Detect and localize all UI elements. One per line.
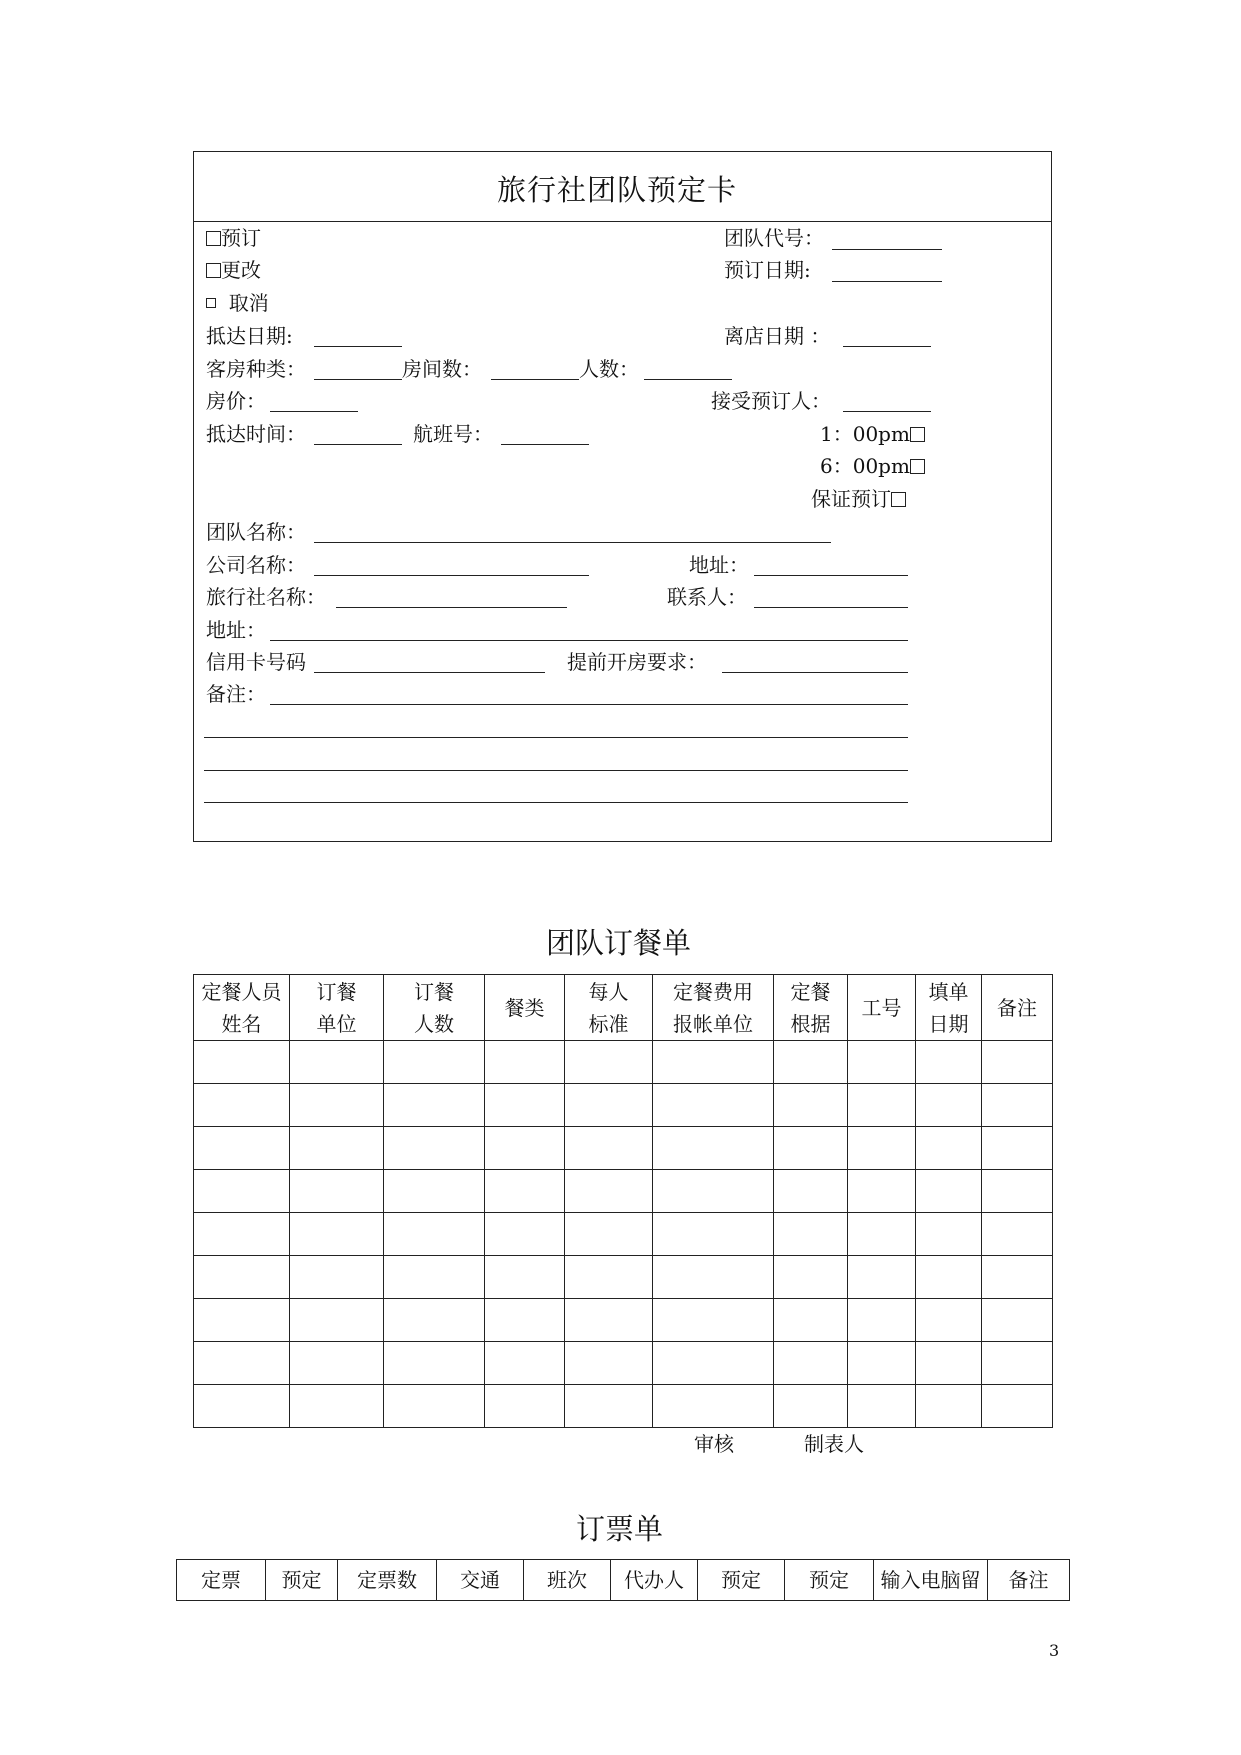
table-cell[interactable]	[290, 1084, 384, 1127]
address-field[interactable]	[754, 575, 908, 576]
option-change-label: 更改	[221, 258, 261, 282]
meal-header-cell	[653, 975, 774, 1041]
table-cell[interactable]	[194, 1385, 290, 1428]
checkbox-icon[interactable]	[910, 427, 925, 442]
contact-label: 联系人：	[667, 585, 747, 609]
table-cell[interactable]	[982, 1170, 1053, 1213]
book-date-field[interactable]	[832, 281, 942, 282]
table-cell[interactable]	[848, 1256, 916, 1299]
meal-header-text: 备注	[997, 995, 1037, 1020]
company-field[interactable]	[314, 575, 589, 576]
table-cell[interactable]	[848, 1127, 916, 1170]
meal-order-table	[193, 974, 1053, 1428]
meal-header-text: 定餐人员	[201, 979, 282, 1004]
table-cell[interactable]	[916, 1385, 982, 1428]
agency-label: 旅行社名称：	[206, 585, 326, 609]
table-cell[interactable]	[194, 1299, 290, 1342]
table-cell[interactable]	[653, 1385, 774, 1428]
meal-header-text: 人数	[414, 1011, 454, 1036]
table-cell[interactable]	[916, 1342, 982, 1385]
table-cell[interactable]	[916, 1170, 982, 1213]
company-label: 公司名称：	[206, 553, 306, 577]
table-cell[interactable]	[774, 1385, 848, 1428]
page-number: 3	[1049, 1641, 1060, 1660]
table-cell[interactable]	[653, 1342, 774, 1385]
meal-header-text: 报帐单位	[673, 1011, 753, 1036]
table-cell[interactable]	[485, 1084, 565, 1127]
remarks-label: 备注：	[206, 682, 266, 706]
meal-header-text: 日期	[928, 1011, 969, 1036]
table-row	[194, 1385, 1053, 1428]
table-cell[interactable]	[653, 1170, 774, 1213]
ticket-order-table	[176, 1559, 1070, 1601]
table-cell[interactable]	[290, 1041, 384, 1084]
table-cell[interactable]	[485, 1299, 565, 1342]
table-cell[interactable]	[485, 1342, 565, 1385]
ticket-header-cell: 代办人	[611, 1560, 698, 1601]
table-cell[interactable]	[194, 1127, 290, 1170]
flight-label: 航班号：	[413, 422, 493, 446]
meal-header-text: 订餐	[414, 979, 454, 1004]
room-count-label: 房间数：	[402, 357, 482, 381]
table-cell[interactable]	[848, 1170, 916, 1213]
guarantee-label: 保证预订	[811, 487, 891, 511]
option-book[interactable]	[206, 226, 261, 250]
remarks-line[interactable]	[204, 802, 908, 803]
remarks-line[interactable]	[204, 770, 908, 771]
table-cell[interactable]	[916, 1084, 982, 1127]
table-cell[interactable]	[194, 1256, 290, 1299]
table-cell[interactable]	[982, 1299, 1053, 1342]
meal-header-cell	[848, 975, 916, 1041]
table-cell[interactable]	[194, 1084, 290, 1127]
table-cell[interactable]	[565, 1084, 653, 1127]
early-checkin-label: 提前开房要求：	[567, 650, 707, 674]
depart-date-field[interactable]	[843, 346, 931, 347]
meal-header-text: 标准	[588, 1011, 629, 1036]
table-cell[interactable]	[653, 1213, 774, 1256]
room-rate-field[interactable]	[270, 411, 358, 412]
table-cell[interactable]	[774, 1084, 848, 1127]
ticket-header-cell: 预定	[785, 1560, 874, 1601]
table-row	[194, 1170, 1053, 1213]
checkbox-icon[interactable]	[206, 231, 221, 246]
meal-header-text: 根据	[790, 1011, 831, 1036]
ticket-header-cell: 预定	[266, 1560, 338, 1601]
ticket-order-title: 订票单	[576, 1512, 664, 1546]
table-cell[interactable]	[848, 1299, 916, 1342]
checkbox-icon[interactable]	[891, 492, 906, 507]
meal-order-title: 团队订餐单	[546, 926, 692, 960]
card-no-label: 信用卡号码	[206, 650, 306, 674]
meal-header-text: 每人	[588, 979, 629, 1004]
card-header-divider	[194, 221, 1051, 222]
table-row	[194, 1084, 1053, 1127]
contact-field[interactable]	[754, 607, 908, 608]
table-cell[interactable]	[384, 1385, 485, 1428]
table-cell[interactable]	[194, 1041, 290, 1084]
table-cell[interactable]	[565, 1213, 653, 1256]
checkbox-icon[interactable]	[206, 298, 216, 308]
table-cell[interactable]	[774, 1127, 848, 1170]
table-cell[interactable]	[194, 1213, 290, 1256]
group-code-field[interactable]	[832, 249, 942, 250]
table-cell[interactable]	[774, 1342, 848, 1385]
meal-header-text: 定餐费用	[673, 979, 753, 1004]
group-name-field[interactable]	[314, 542, 831, 543]
meal-header-text: 定餐	[790, 979, 831, 1004]
meal-header-text: 填单	[928, 979, 969, 1004]
table-cell[interactable]	[916, 1041, 982, 1084]
arrival-time-field[interactable]	[314, 444, 402, 445]
arrival-date-label: 抵达日期:	[206, 324, 293, 348]
table-cell[interactable]	[565, 1299, 653, 1342]
table-cell[interactable]	[384, 1127, 485, 1170]
card-title: 旅行社团队预定卡	[497, 173, 738, 207]
card-no-field[interactable]	[314, 672, 545, 673]
table-row	[194, 1299, 1053, 1342]
meal-header-text: 餐类	[504, 995, 545, 1020]
room-rate-label: 房价：	[206, 389, 266, 413]
table-cell[interactable]	[384, 1256, 485, 1299]
table-cell[interactable]	[565, 1170, 653, 1213]
meal-header-text: 单位	[316, 1011, 357, 1036]
people-field[interactable]	[644, 379, 732, 380]
booking-card	[193, 151, 1052, 842]
time-1pm-option[interactable]	[820, 422, 925, 446]
flight-field[interactable]	[501, 444, 589, 445]
checkbox-icon[interactable]	[206, 263, 221, 278]
table-cell[interactable]	[982, 1041, 1053, 1084]
table-cell[interactable]	[774, 1299, 848, 1342]
table-row	[194, 1041, 1053, 1084]
table-row	[194, 1213, 1053, 1256]
table-cell[interactable]	[290, 1256, 384, 1299]
table-cell[interactable]	[565, 1127, 653, 1170]
meal-header-cell	[384, 975, 485, 1041]
table-cell[interactable]	[290, 1170, 384, 1213]
agency-address-field[interactable]	[270, 640, 908, 641]
table-cell[interactable]	[384, 1342, 485, 1385]
ticket-header-row	[177, 1560, 1070, 1601]
guarantee-option[interactable]	[811, 487, 906, 511]
time-6pm-label: 6：00pm	[820, 454, 910, 478]
table-cell[interactable]	[565, 1041, 653, 1084]
option-change[interactable]	[206, 258, 261, 282]
arrival-time-label: 抵达时间：	[206, 422, 306, 446]
option-book-label: 预订	[221, 226, 261, 250]
remarks-field[interactable]	[270, 704, 908, 705]
table-cell[interactable]	[485, 1385, 565, 1428]
table-cell[interactable]	[653, 1127, 774, 1170]
meal-header-cell	[565, 975, 653, 1041]
table-cell[interactable]	[848, 1213, 916, 1256]
table-cell[interactable]	[384, 1084, 485, 1127]
early-checkin-field[interactable]	[722, 672, 908, 673]
depart-date-label: 离店日期 ：	[724, 324, 831, 348]
table-cell[interactable]	[774, 1256, 848, 1299]
table-cell[interactable]	[653, 1256, 774, 1299]
room-count-field[interactable]	[491, 379, 579, 380]
table-cell[interactable]	[485, 1041, 565, 1084]
address-label: 地址：	[689, 553, 749, 577]
group-code-label: 团队代号：	[724, 226, 824, 250]
ticket-header-cell: 输入电脑留	[874, 1560, 988, 1601]
table-cell[interactable]	[982, 1385, 1053, 1428]
ticket-header-cell: 定票	[177, 1560, 266, 1601]
table-cell[interactable]	[982, 1213, 1053, 1256]
table-cell[interactable]	[290, 1299, 384, 1342]
meal-header-cell	[982, 975, 1053, 1041]
table-cell[interactable]	[653, 1041, 774, 1084]
checkbox-icon[interactable]	[910, 459, 925, 474]
table-cell[interactable]	[916, 1256, 982, 1299]
table-cell[interactable]	[982, 1342, 1053, 1385]
receiver-field[interactable]	[843, 411, 931, 412]
table-cell[interactable]	[565, 1342, 653, 1385]
table-cell[interactable]	[384, 1170, 485, 1213]
remarks-line[interactable]	[204, 737, 908, 738]
table-cell[interactable]	[485, 1127, 565, 1170]
agency-address-label: 地址：	[206, 618, 266, 642]
table-cell[interactable]	[290, 1342, 384, 1385]
meal-header-cell	[290, 975, 384, 1041]
table-cell[interactable]	[384, 1299, 485, 1342]
table-cell[interactable]	[982, 1127, 1053, 1170]
agency-field[interactable]	[336, 607, 567, 608]
table-cell[interactable]	[774, 1041, 848, 1084]
table-cell[interactable]	[384, 1041, 485, 1084]
meal-header-text: 工号	[861, 995, 902, 1020]
table-cell[interactable]	[565, 1256, 653, 1299]
table-cell[interactable]	[565, 1385, 653, 1428]
meal-header-cell	[194, 975, 290, 1041]
table-cell[interactable]	[982, 1084, 1053, 1127]
table-cell[interactable]	[774, 1213, 848, 1256]
table-cell[interactable]	[290, 1213, 384, 1256]
room-type-label: 客房种类：	[206, 357, 306, 381]
table-cell[interactable]	[916, 1127, 982, 1170]
table-cell[interactable]	[384, 1213, 485, 1256]
table-cell[interactable]	[916, 1213, 982, 1256]
table-cell[interactable]	[653, 1084, 774, 1127]
review-label: 审核	[694, 1432, 734, 1456]
meal-header-text: 订餐	[316, 979, 357, 1004]
option-cancel-label: 取消	[228, 291, 269, 315]
ticket-header-cell: 交通	[437, 1560, 524, 1601]
group-name-label: 团队名称：	[206, 520, 306, 544]
meal-header-text: 姓名	[221, 1011, 262, 1036]
option-cancel[interactable]	[206, 291, 269, 315]
table-cell[interactable]	[916, 1299, 982, 1342]
room-type-field[interactable]	[314, 379, 402, 380]
people-label: 人数：	[579, 357, 639, 381]
table-cell[interactable]	[485, 1213, 565, 1256]
time-6pm-option[interactable]	[820, 454, 925, 478]
table-cell[interactable]	[848, 1385, 916, 1428]
table-cell[interactable]	[848, 1342, 916, 1385]
book-date-label: 预订日期:	[724, 258, 811, 282]
arrival-date-field[interactable]	[314, 346, 402, 347]
table-row	[194, 1127, 1053, 1170]
table-row	[194, 1342, 1053, 1385]
receiver-label: 接受预订人：	[711, 389, 831, 413]
ticket-header-cell: 班次	[524, 1560, 611, 1601]
meal-header-row	[194, 975, 1053, 1041]
table-cell[interactable]	[848, 1084, 916, 1127]
ticket-header-cell: 定票数	[338, 1560, 437, 1601]
table-cell[interactable]	[653, 1299, 774, 1342]
table-row	[194, 1256, 1053, 1299]
table-cell[interactable]	[848, 1041, 916, 1084]
time-1pm-label: 1：00pm	[820, 422, 910, 446]
table-cell[interactable]	[485, 1170, 565, 1213]
maker-label: 制表人	[804, 1432, 864, 1456]
table-cell[interactable]	[982, 1256, 1053, 1299]
meal-header-cell	[774, 975, 848, 1041]
table-cell[interactable]	[290, 1127, 384, 1170]
table-cell[interactable]	[194, 1170, 290, 1213]
meal-header-cell	[916, 975, 982, 1041]
table-cell[interactable]	[485, 1256, 565, 1299]
ticket-header-cell: 备注	[988, 1560, 1070, 1601]
meal-header-cell	[485, 975, 565, 1041]
table-cell[interactable]	[194, 1342, 290, 1385]
table-cell[interactable]	[774, 1170, 848, 1213]
table-cell[interactable]	[290, 1385, 384, 1428]
ticket-header-cell: 预定	[698, 1560, 785, 1601]
